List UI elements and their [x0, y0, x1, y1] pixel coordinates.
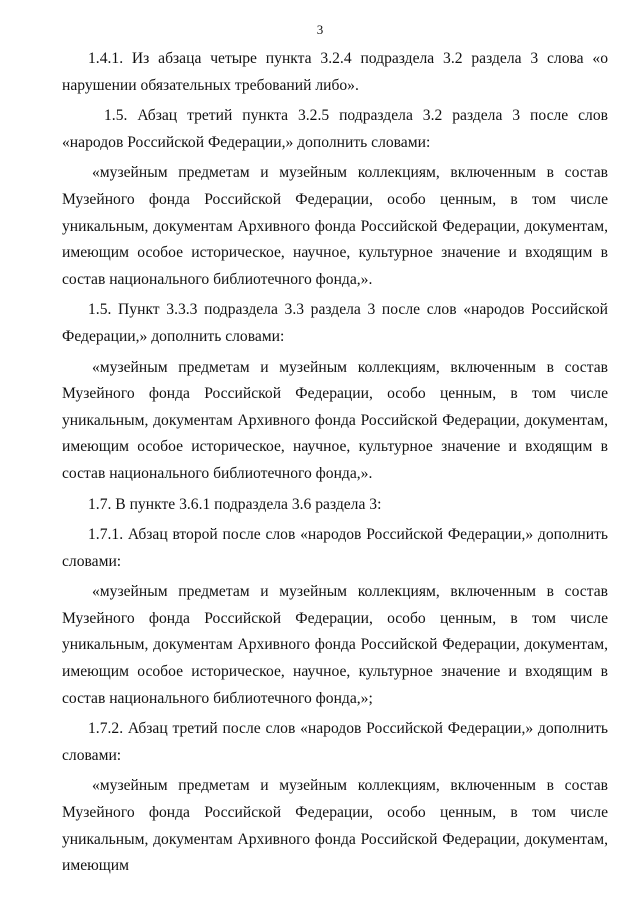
paragraph-1-7-1: 1.7.1. Абзац второй после слов «народов Российской Федерации,» дополнить словами:	[62, 526, 608, 570]
paragraph-1-4-1: 1.4.1. Из абзаца четыре пункта 3.2.4 подраздела 3.2 раздела 3 слова «о нарушении обязательных требований либо».	[62, 50, 608, 94]
quoted-insertion-4: «музейным предметам и музейным коллекциям, включенным в состав Музейного фонда Российской Федерации, особо ценным, в том числе уникальным, документам Архивного фонда Российской Федерации, документам, имеющим	[62, 777, 608, 875]
quoted-insertion-3: «музейным предметам и музейным коллекциям, включенным в состав Музейного фонда Российской Федерации, особо ценным, в том числе уникальным, документам Архивного фонда Российской Федерации, документам, имеющим особое историческое, научное, культурное значение и входящим в состав национального библиотечного фонда,»;	[62, 583, 608, 707]
document-body	[62, 46, 608, 880]
paragraph-1-7: 1.7. В пункте 3.6.1 подраздела 3.6 раздела 3:	[88, 495, 382, 513]
quoted-insertion-1: «музейным предметам и музейным коллекциям, включенным в состав Музейного фонда Российской Федерации, особо ценным, в том числе уникальным, документам Архивного фонда Российской Федерации, документам, имеющим особое историческое, научное, культурное значение и входящим в состав национального библиотечного фонда,».	[62, 164, 608, 288]
page-number: 3	[316, 22, 324, 37]
paragraph-1-5-first: 1.5. Абзац третий пункта 3.2.5 подраздела 3.2 раздела 3 после слов «народов Российской Федерации,» дополнить словами:	[62, 107, 608, 151]
paragraph-1-5-second: 1.5. Пункт 3.3.3 подраздела 3.3 раздела 3 после слов «народов Российской Федерации,» дополнить словами:	[62, 301, 608, 345]
quoted-insertion-2: «музейным предметам и музейным коллекциям, включенным в состав Музейного фонда Российской Федерации, особо ценным, в том числе уникальным, документам Архивного фонда Российской Федерации, документам, имеющим особое историческое, научное, культурное значение и входящим в состав национального библиотечного фонда,».	[62, 358, 608, 482]
paragraph-1-7-2: 1.7.2. Абзац третий после слов «народов Российской Федерации,» дополнить словами:	[62, 720, 608, 764]
